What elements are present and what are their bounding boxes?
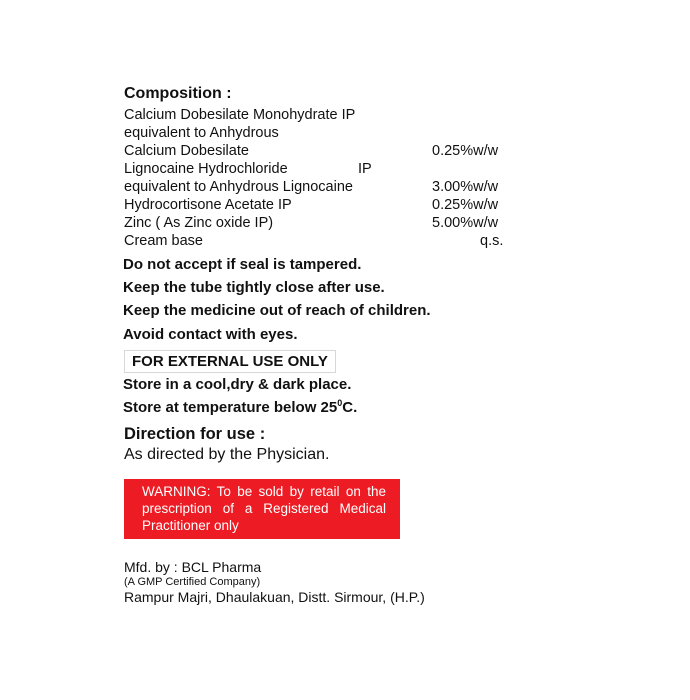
direction-text: As directed by the Physician. bbox=[124, 446, 330, 463]
ingredient-name: Zinc ( As Zinc oxide IP) bbox=[124, 215, 274, 231]
external-use-label: FOR EXTERNAL USE ONLY bbox=[124, 350, 336, 373]
composition-row bbox=[124, 160, 506, 178]
manufacturer-address: Rampur Majri, Dhaulakuan, Distt. Sirmour, (H.P.) bbox=[124, 589, 425, 605]
storage-temp-text: Store at temperature below 25 bbox=[123, 399, 338, 416]
composition-row bbox=[124, 178, 506, 196]
storage-temperature bbox=[123, 398, 357, 416]
composition-row bbox=[124, 214, 506, 232]
warning-text: WARNING: To be sold by retail on the prescription of a Registered Medical Practitioner only bbox=[142, 484, 386, 533]
ingredient-name: Hydrocortisone Acetate IP bbox=[124, 197, 292, 213]
manufacturer-name: Mfd. by : BCL Pharma bbox=[124, 559, 262, 575]
ingredient-name: equivalent to Anhydrous bbox=[124, 125, 279, 141]
composition-row bbox=[124, 142, 506, 160]
ingredient-amount: 5.00%w/w bbox=[432, 215, 499, 231]
storage-place: Store in a cool,dry & dark place. bbox=[123, 376, 352, 393]
ingredient-name: Lignocaine Hydrochloride bbox=[124, 161, 288, 177]
degree-mark: 0 bbox=[337, 398, 343, 408]
composition-row bbox=[124, 124, 279, 142]
warning-box bbox=[124, 479, 400, 539]
ingredient-amount: q.s. bbox=[480, 233, 504, 249]
direction-title: Direction for use : bbox=[124, 425, 266, 443]
temp-unit: C. bbox=[342, 399, 358, 416]
ingredient-name: Calcium Dobesilate Monohydrate IP bbox=[124, 107, 356, 123]
eyes-instruction: Avoid contact with eyes. bbox=[123, 326, 298, 343]
composition-row bbox=[124, 196, 506, 214]
seal-warning: Do not accept if seal is tampered. bbox=[123, 256, 362, 273]
ingredient-name: Calcium Dobesilate bbox=[124, 143, 249, 159]
children-instruction: Keep the medicine out of reach of children. bbox=[123, 302, 431, 319]
composition-row bbox=[124, 232, 506, 250]
ingredient-amount: 0.25%w/w bbox=[432, 197, 499, 213]
composition-row bbox=[124, 106, 355, 124]
ingredient-amount: 3.00%w/w bbox=[432, 179, 499, 195]
ingredient-name: equivalent to Anhydrous Lignocaine bbox=[124, 179, 353, 195]
ingredient-name: Cream base bbox=[124, 233, 203, 249]
ingredient-grade: IP bbox=[358, 161, 372, 177]
ingredient-amount: 0.25%w/w bbox=[432, 143, 499, 159]
manufacturer-certification: (A GMP Certified Company) bbox=[124, 576, 261, 588]
composition-title: Composition : bbox=[124, 85, 232, 102]
tube-instruction: Keep the tube tightly close after use. bbox=[123, 279, 385, 296]
